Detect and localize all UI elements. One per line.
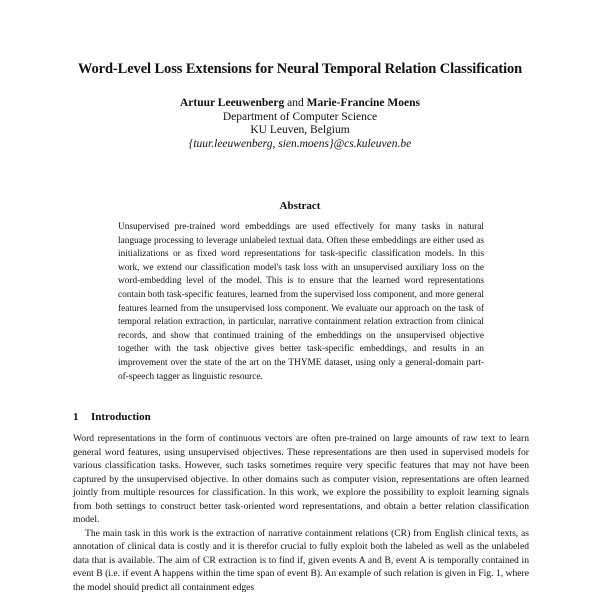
introduction-paragraph-1: Word representations in the form of continuous vectors are often pre-trained on large amounts of raw text to learn general word features, using unsupervised objectives. These representations are then used in supervised models for various classification tasks. However, such tasks sometimes require very specific features that may not have been captured by the unsupervised objective. In other domains such as computer vision, representations are often learned jointly from multiple resources for classification. In this work, we explore the possibility to exploit learning signals from both settings to construct better task-oriented word representations, and obtain a better relation classification model. [73,433,529,525]
author-institution: KU Leuven, Belgium [250,124,350,136]
abstract-heading: Abstract [279,200,321,212]
section-heading-introduction [73,411,151,424]
introduction-body [73,432,529,594]
author-name-1: Artuur Leeuwenberg [180,97,285,109]
author-email: {tuur.leeuwenberg, sien.moens}@cs.kuleuven.be [188,137,412,150]
introduction-paragraph-2: The main task in this work is the extraction of narrative containment relations (CR) from English clinical texts, as annotation of clinical data is costly and it is therefor crucial to fully exploit both the labeled as well as the unlabeled data that is available. The aim of CR extraction is to find if, given events A and B, event A is temporally contained in event B (i.e. if event A happens within the time span of event B). An example of such relation is given in Fig. 1, where the model should predict all containment edges [73,527,529,593]
section-number: 1 [73,411,79,423]
author-department: Department of Computer Science [222,110,378,123]
author-name-2: Marie-Francine Moens [306,97,420,109]
author-block [0,97,600,151]
paper-title: Word-Level Loss Extensions for Neural Temporal Relation Classification [77,61,523,77]
author-conjunction: and [287,97,304,109]
author-line [0,97,600,111]
section-title: Introduction [91,411,151,423]
abstract-text: Unsupervised pre-trained word embeddings are used effectively for many tasks in natural language processing to leverage unlabeled textual data. Often these embeddings are either used as initializations or as fixed word representations for task-specific classification models. In this work, we extend our classification model's task loss with an unsupervised auxiliary loss on the word-embedding level of the model. This is to ensure that the learned word representations contain both task-specific features, learned from the supervised loss component, and more general features learned from the unsupervised loss component. We evaluate our approach on the task of temporal relation extraction, in particular, narrative containment relation extraction from clinical records, and show that continued training of the embeddings on the unsupervised objective together with the task objective gives better task-specific embeddings, and results in an improvement over the state of the art on the THYME dataset, using only a general-domain part-of-speech tagger as linguistic resource. [118,222,484,382]
